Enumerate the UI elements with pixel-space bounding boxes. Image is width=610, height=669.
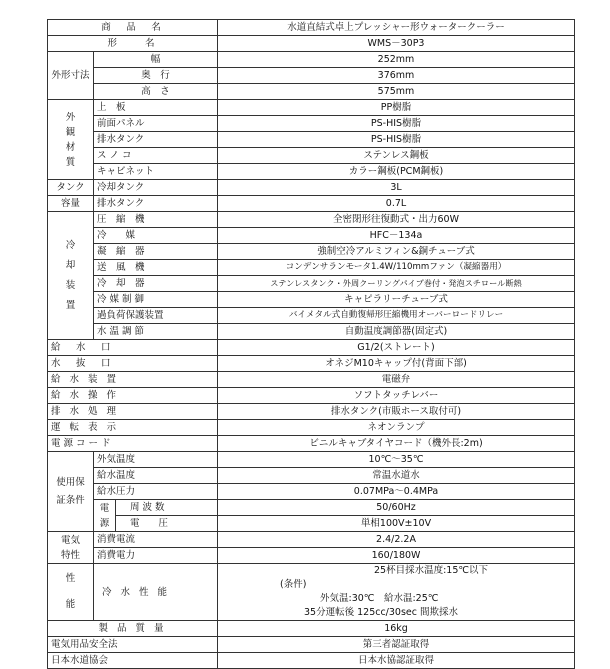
row-depth [48,68,575,84]
product-name-label: 商 品 名 [48,20,218,36]
safety-law-value: 第三者認証取得 [218,637,575,653]
appearance-value: PP樹脂 [218,100,575,116]
depth-value: 376mm [218,68,575,84]
dimensions-category: 外形寸法 [48,52,94,100]
performance-line: 35分運転後 125cc/30sec 間欺採水 [304,607,459,618]
row-water-assoc [48,653,575,669]
row-cooling-4 [48,276,575,292]
row-drain-port [48,356,575,372]
model-value: WMS－30P3 [218,36,575,52]
row-width [48,52,575,68]
power-cord-label: 電 源 コ ー ド [48,436,218,452]
performance-category: 性 能 [48,564,94,621]
row-condition-0 [48,452,575,468]
performance-line: 外気温:30℃ 給水温:25℃ [320,593,439,604]
frequency-label: 周 波 数 [116,500,218,516]
electrical-category: 電気特性 [48,532,94,564]
cooling-value: バイメタル式自動復帰形圧縮機用オーバーロードリレー [218,308,575,324]
conditions-category: 使用保証条件 [48,452,94,532]
row-safety-law [48,637,575,653]
height-value: 575mm [218,84,575,100]
appearance-value: PS-HIS樹脂 [218,116,575,132]
current-value: 2.4/2.2A [218,532,575,548]
cooling-value: コンデンサランモータ1.4W/110mmファン（凝縮器用） [218,260,575,276]
row-appearance-1 [48,116,575,132]
supply-operation-value: ソフトタッチレバー [218,388,575,404]
appearance-value: ステンレス鋼板 [218,148,575,164]
width-label: 幅 [94,52,218,68]
tank-cooling-label: 冷却タンク [94,180,218,196]
cooling-label: 凝 縮 器 [94,244,218,260]
performance-label: 冷 水 性 能 [94,564,218,621]
cooling-value: ステンレスタンク・外周クーリングパイプ巻付・発泡スチロール断熱 [218,276,575,292]
row-drain-processing [48,404,575,420]
row-power-voltage [48,516,575,532]
row-appearance-2 [48,132,575,148]
row-condition-1 [48,468,575,484]
row-electrical-current [48,532,575,548]
cooling-value: キャピラリーチューブ式 [218,292,575,308]
weight-label: 製 品 質 量 [48,621,218,637]
water-assoc-label: 日本水道協会 [48,653,218,669]
cooling-value: 全密閉形往復動式・出力60W [218,212,575,228]
drain-port-value: オネジM10キャップ付(背面下部) [218,356,575,372]
cooling-label: 冷 却 器 [94,276,218,292]
row-electrical-power [48,548,575,564]
row-tank-cooling [48,180,575,196]
cooling-label: 過負荷保護装置 [94,308,218,324]
row-supply-port [48,340,575,356]
cooling-category: 冷却装置 [48,212,94,340]
row-cooling-5 [48,292,575,308]
row-power-frequency [48,500,575,516]
running-display-value: ネオンランプ [218,420,575,436]
tank-category-2: 容量 [48,196,94,212]
row-supply-operation [48,388,575,404]
appearance-label: ス ノ コ [94,148,218,164]
performance-text [218,564,575,621]
water-assoc-value: 日本水協認証取得 [218,653,575,669]
tank-cooling-value: 3L [218,180,575,196]
current-label: 消費電流 [94,532,218,548]
model-label: 形 名 [48,36,218,52]
power-label: 消費電力 [94,548,218,564]
cooling-label: 送 風 機 [94,260,218,276]
cooling-label: 水 温 調 節 [94,324,218,340]
row-supply-device [48,372,575,388]
row-condition-2 [48,484,575,500]
row-appearance-3 [48,148,575,164]
row-cooling-7 [48,324,575,340]
condition-value: 0.07MPa～0.4MPa [218,484,575,500]
condition-value: 常温水道水 [218,468,575,484]
voltage-value: 単相100V±10V [218,516,575,532]
row-weight [48,621,575,637]
supply-port-label: 給 水 口 [48,340,218,356]
width-value: 252mm [218,52,575,68]
row-appearance-0 [48,100,575,116]
height-label: 高 さ [94,84,218,100]
frequency-value: 50/60Hz [218,500,575,516]
row-cooling-0 [48,212,575,228]
spec-table [47,19,575,669]
row-power-cord [48,436,575,452]
safety-law-label: 電気用品安全法 [48,637,218,653]
appearance-label: キャビネット [94,164,218,180]
appearance-label: 前面パネル [94,116,218,132]
power-cord-value: ビニルキャブタイヤコード（機外長:2m) [218,436,575,452]
supply-operation-label: 給 水 操 作 [48,388,218,404]
power-value: 160/180W [218,548,575,564]
tank-category-1: タンク [48,180,94,196]
supply-device-value: 電磁弁 [218,372,575,388]
appearance-label: 上 板 [94,100,218,116]
row-product-name [48,20,575,36]
cooling-label: 圧 縮 機 [94,212,218,228]
row-tank-drain [48,196,575,212]
drain-port-label: 水 抜 口 [48,356,218,372]
row-cooling-6 [48,308,575,324]
performance-line: (条件) [280,579,307,590]
row-cooling-1 [48,228,575,244]
condition-label: 外気温度 [94,452,218,468]
running-display-label: 運 転 表 示 [48,420,218,436]
row-cooling-2 [48,244,575,260]
performance-line: 25杯目採水温度:15℃以下 [374,565,489,576]
condition-label: 給水温度 [94,468,218,484]
row-height [48,84,575,100]
product-name-value: 水道直結式卓上プレッシャー形ウォータークーラー [218,20,575,36]
row-appearance-4 [48,164,575,180]
drain-processing-label: 排 水 処 理 [48,404,218,420]
power-source-label: 電 源 [94,500,116,532]
cooling-label: 冷 媒 [94,228,218,244]
depth-label: 奥 行 [94,68,218,84]
row-model [48,36,575,52]
condition-value: 10℃～35℃ [218,452,575,468]
row-performance [48,564,575,621]
row-cooling-3 [48,260,575,276]
cooling-value: 自動温度調節器(固定式) [218,324,575,340]
cooling-value: HFC－134a [218,228,575,244]
weight-value: 16kg [218,621,575,637]
cooling-label: 冷 媒 制 御 [94,292,218,308]
row-running-display [48,420,575,436]
appearance-value: カラー鋼板(PCM鋼板) [218,164,575,180]
drain-processing-value: 排水タンク(市販ホース取付可) [218,404,575,420]
appearance-label: 排水タンク [94,132,218,148]
appearance-category: 外観材質 [48,100,94,180]
condition-label: 給水圧力 [94,484,218,500]
supply-port-value: G1/2(ストレート) [218,340,575,356]
appearance-value: PS-HIS樹脂 [218,132,575,148]
cooling-value: 強制空冷アルミフィン&銅チューブ式 [218,244,575,260]
tank-drain-value: 0.7L [218,196,575,212]
voltage-label: 電 圧 [116,516,218,532]
supply-device-label: 給 水 装 置 [48,372,218,388]
tank-drain-label: 排水タンク [94,196,218,212]
